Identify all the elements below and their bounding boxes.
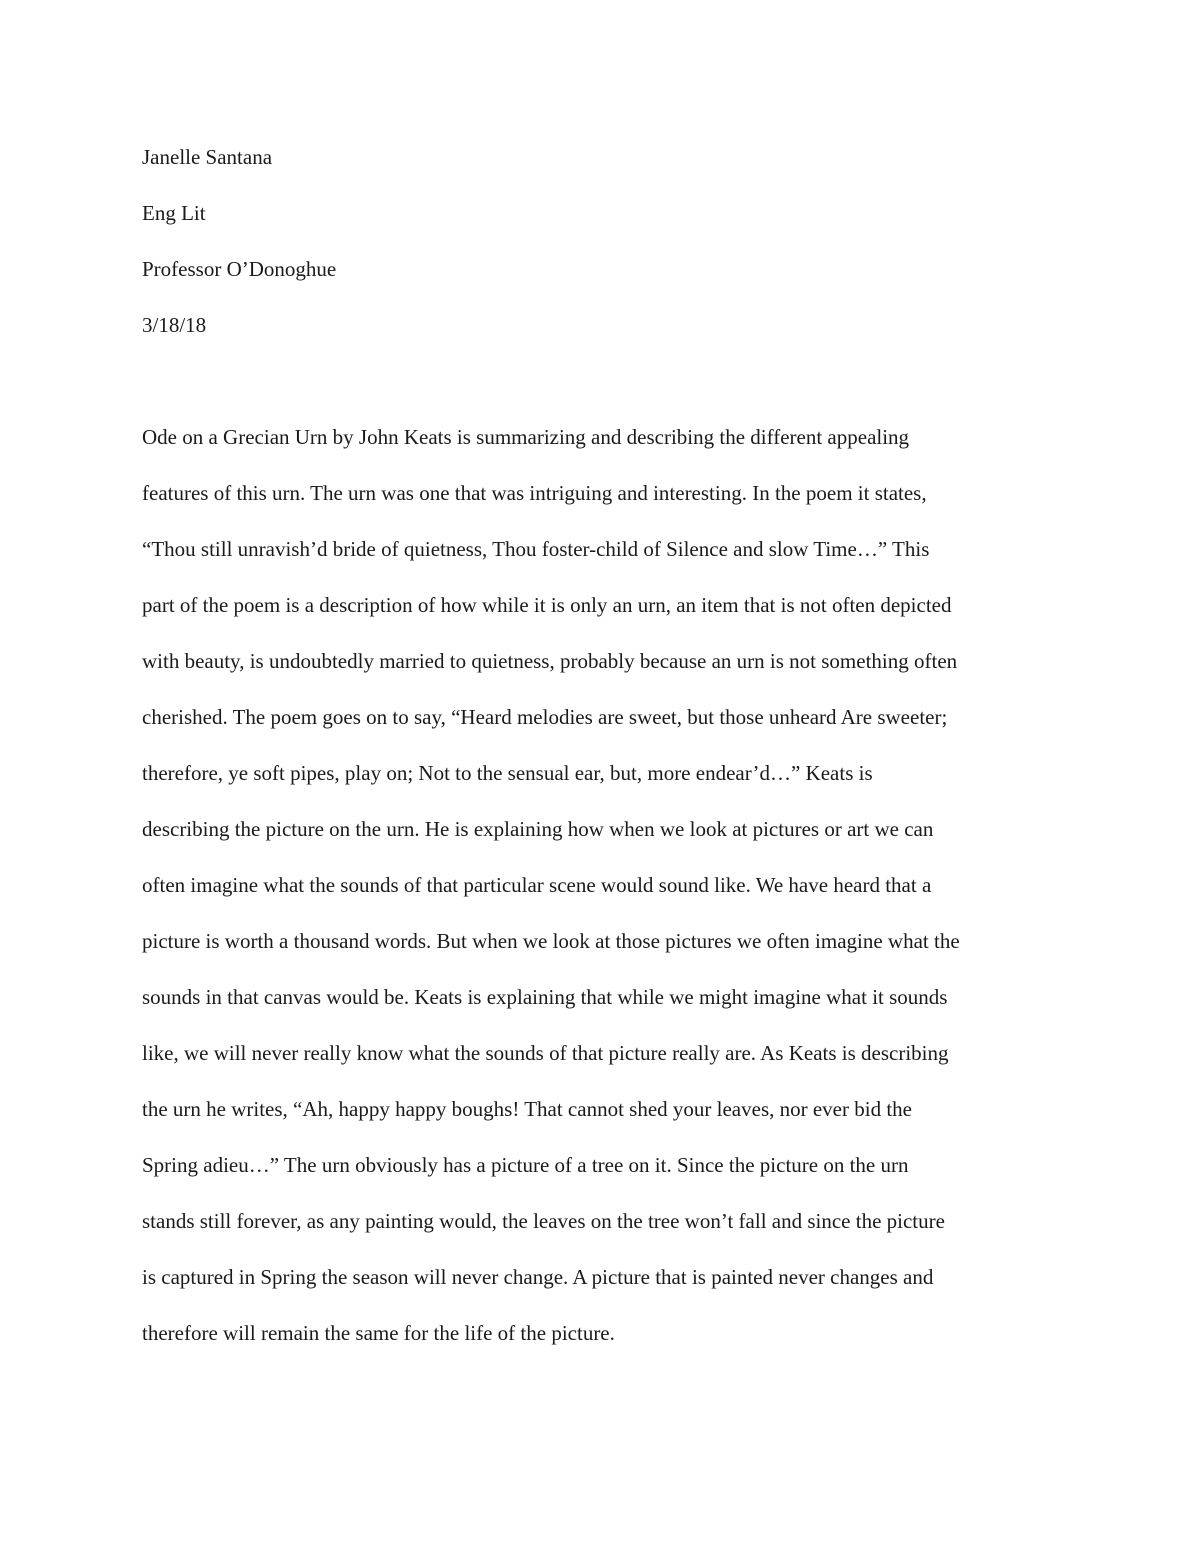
- body-line: therefore will remain the same for the life of the picture.: [142, 1321, 615, 1345]
- body-line: Spring adieu…” The urn obviously has a picture of a tree on it. Since the picture on the urn: [142, 1153, 909, 1177]
- document-date: 3/18/18: [142, 313, 207, 337]
- body-line: with beauty, is undoubtedly married to quietness, probably because an urn is not something often: [142, 649, 958, 673]
- body-line: therefore, ye soft pipes, play on; Not to the sensual ear, but, more endear’d…” Keats is: [142, 761, 873, 785]
- body-line: is captured in Spring the season will never change. A picture that is painted never changes and: [142, 1265, 934, 1289]
- body-line: cherished. The poem goes on to say, “Heard melodies are sweet, but those unheard Are sweeter;: [142, 705, 948, 729]
- body-line: often imagine what the sounds of that particular scene would sound like. We have heard that a: [142, 873, 932, 897]
- author-name: Janelle Santana: [142, 145, 273, 169]
- body-line: the urn he writes, “Ah, happy happy boughs! That cannot shed your leaves, nor ever bid the: [142, 1097, 912, 1121]
- body-line: stands still forever, as any painting would, the leaves on the tree won’t fall and since the picture: [142, 1209, 945, 1233]
- body-line: describing the picture on the urn. He is explaining how when we look at pictures or art we can: [142, 817, 934, 841]
- body-line: Ode on a Grecian Urn by John Keats is summarizing and describing the different appealing: [142, 425, 910, 449]
- body-line: sounds in that canvas would be. Keats is explaining that while we might imagine what it sounds: [142, 985, 948, 1009]
- professor-name: Professor O’Donoghue: [142, 257, 337, 281]
- course-name: Eng Lit: [142, 201, 206, 225]
- body-line: features of this urn. The urn was one that was intriguing and interesting. In the poem it states,: [142, 481, 927, 505]
- body-line: picture is worth a thousand words. But when we look at those pictures we often imagine what the: [142, 929, 960, 953]
- body-line: part of the poem is a description of how while it is only an urn, an item that is not often depicted: [142, 593, 952, 617]
- body-line: like, we will never really know what the sounds of that picture really are. As Keats is describing: [142, 1041, 949, 1065]
- body-line: “Thou still unravish’d bride of quietness, Thou foster-child of Silence and slow Time…” This: [142, 537, 930, 561]
